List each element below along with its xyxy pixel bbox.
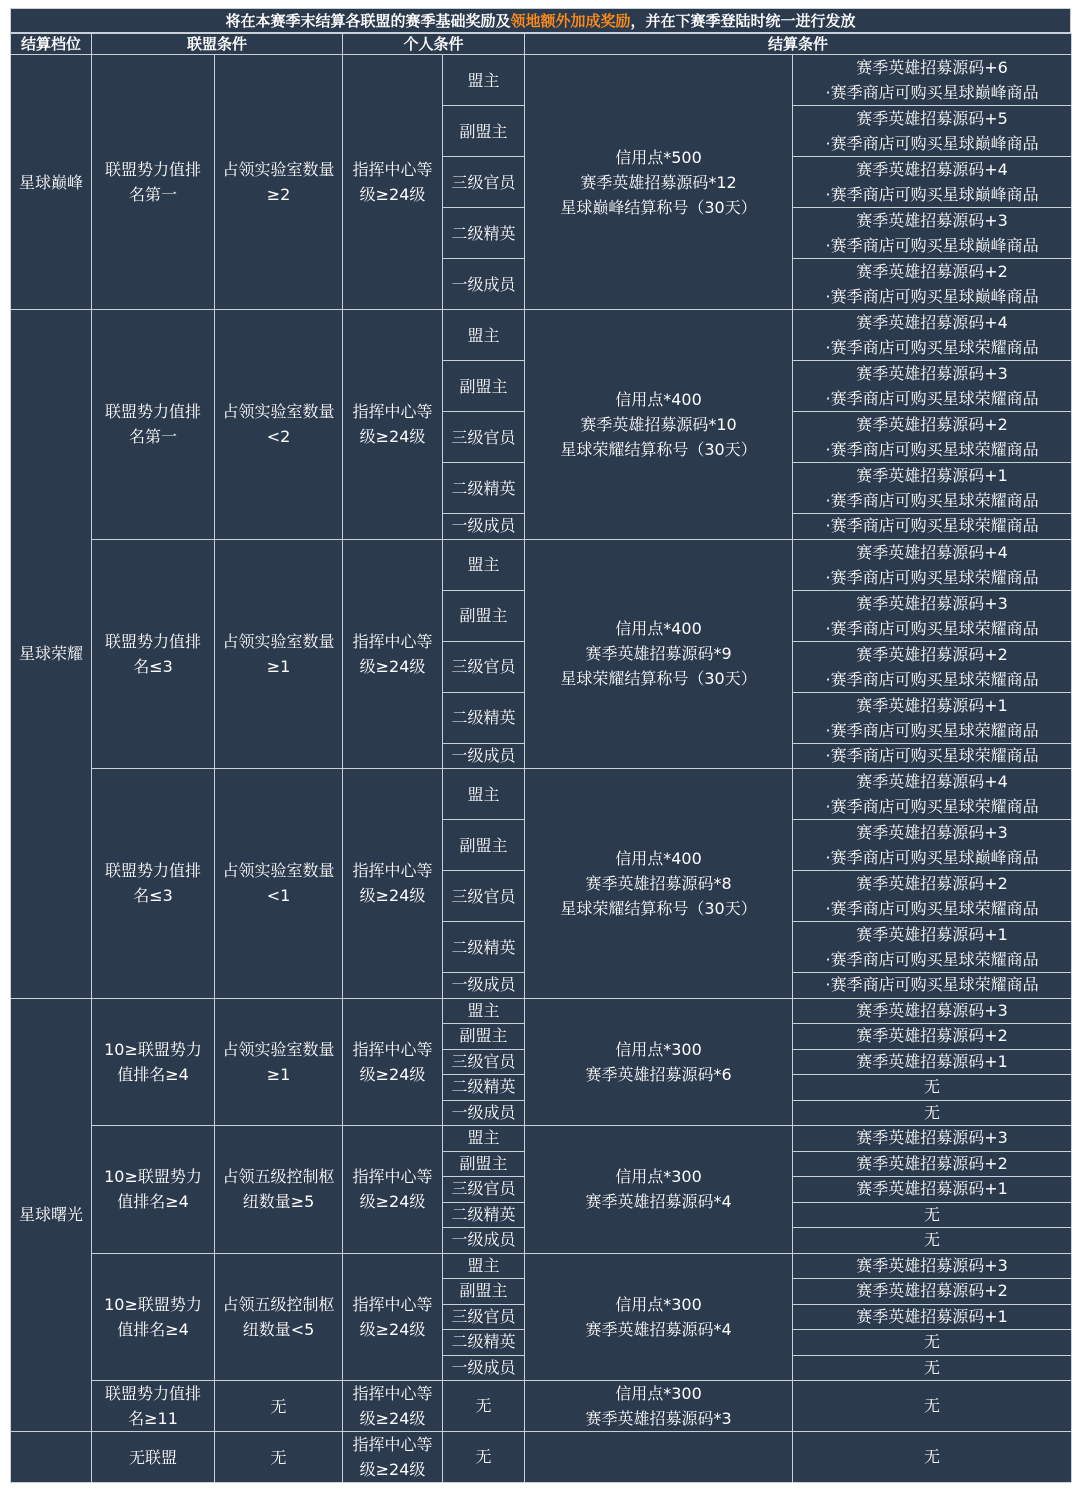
bonus-reward bbox=[793, 1381, 1072, 1432]
table-body bbox=[11, 55, 1072, 1483]
personal-role: 一级成员 bbox=[443, 259, 525, 310]
alliance-extra-condition: 无 bbox=[215, 1432, 343, 1483]
personal-role: 盟主 bbox=[443, 769, 525, 820]
bonus-line: 无 bbox=[924, 1230, 941, 1250]
bonus-line: 赛季英雄招募源码+1 bbox=[856, 1051, 1008, 1071]
banner-text-after: ，并在下赛季登陆时统一进行发放 bbox=[630, 12, 856, 30]
bonus-line: ·赛季商店可购买星球巅峰商品 bbox=[825, 848, 1039, 867]
bonus-line: 赛季英雄招募源码+4 bbox=[856, 313, 1008, 332]
bonus-reward bbox=[793, 412, 1072, 463]
bonus-reward bbox=[793, 55, 1072, 106]
bonus-reward bbox=[793, 514, 1072, 540]
personal-role: 盟主 bbox=[443, 539, 525, 590]
bonus-line: 赛季英雄招募源码+2 bbox=[856, 644, 1008, 664]
base-reward bbox=[525, 1432, 793, 1483]
bonus-line: ·赛季商店可购买星球荣耀商品 bbox=[825, 975, 1039, 995]
header-settlement: 结算条件 bbox=[525, 34, 1072, 55]
personal-role: 副盟主 bbox=[443, 1151, 525, 1177]
bonus-line: 赛季英雄招募源码+2 bbox=[856, 262, 1008, 281]
alliance-rank-condition: 10≥联盟势力 值排名≥4 bbox=[92, 998, 215, 1126]
bonus-line: 赛季英雄招募源码+5 bbox=[856, 109, 1008, 128]
alliance-extra-condition: 占领实验室数量 ≥1 bbox=[215, 539, 343, 769]
bonus-line: 赛季英雄招募源码+3 bbox=[856, 364, 1008, 383]
bonus-line: 赛季英雄招募源码+1 bbox=[856, 695, 1008, 715]
bonus-reward bbox=[793, 769, 1072, 820]
alliance-extra-condition: 无 bbox=[215, 1381, 343, 1432]
personal-role: 无 bbox=[443, 1432, 525, 1483]
bonus-reward bbox=[793, 1330, 1072, 1356]
header-personal: 个人条件 bbox=[343, 34, 525, 55]
bonus-reward bbox=[793, 1049, 1072, 1075]
personal-level-condition: 指挥中心等 级≥24级 bbox=[343, 1126, 443, 1254]
tier-name bbox=[11, 1432, 92, 1483]
bonus-line: 无 bbox=[924, 1102, 941, 1122]
bonus-line: ·赛季商店可购买星球巅峰商品 bbox=[825, 287, 1039, 306]
personal-role: 盟主 bbox=[443, 310, 525, 361]
bonus-line: 赛季英雄招募源码+4 bbox=[856, 160, 1008, 179]
alliance-extra-condition: 占领五级控制枢 纽数量<5 bbox=[215, 1253, 343, 1381]
header-alliance: 联盟条件 bbox=[92, 34, 343, 55]
personal-role: 二级精英 bbox=[443, 463, 525, 514]
reward-document bbox=[10, 8, 1071, 1483]
bonus-reward bbox=[793, 590, 1072, 641]
header-tier: 结算档位 bbox=[11, 34, 92, 55]
bonus-line: ·赛季商店可购买星球荣耀商品 bbox=[825, 389, 1039, 408]
personal-role: 一级成员 bbox=[443, 973, 525, 999]
alliance-rank-condition: 10≥联盟势力 值排名≥4 bbox=[92, 1126, 215, 1254]
personal-role: 一级成员 bbox=[443, 1355, 525, 1381]
bonus-line: ·赛季商店可购买星球荣耀商品 bbox=[825, 899, 1039, 918]
banner-text-before: 将在本赛季末结算各联盟的赛季基础奖励及 bbox=[225, 12, 511, 30]
alliance-extra-condition: 占领实验室数量 <2 bbox=[215, 310, 343, 540]
bonus-line: 赛季英雄招募源码+6 bbox=[856, 58, 1008, 77]
bonus-line: ·赛季商店可购买星球荣耀商品 bbox=[825, 950, 1039, 969]
alliance-extra-condition: 占领五级控制枢 纽数量≥5 bbox=[215, 1126, 343, 1254]
bonus-line: ·赛季商店可购买星球荣耀商品 bbox=[825, 669, 1039, 689]
personal-role: 无 bbox=[443, 1381, 525, 1432]
bonus-line: 无 bbox=[924, 1447, 941, 1466]
bonus-reward bbox=[793, 922, 1072, 973]
personal-level-condition: 指挥中心等 级≥24级 bbox=[343, 55, 443, 310]
base-reward: 信用点*300 赛季英雄招募源码*6 bbox=[525, 998, 793, 1126]
personal-level-condition: 指挥中心等 级≥24级 bbox=[343, 539, 443, 769]
bonus-reward bbox=[793, 361, 1072, 412]
personal-level-condition: 指挥中心等 级≥24级 bbox=[343, 1432, 443, 1483]
base-reward: 信用点*500 赛季英雄招募源码*12 星球巅峰结算称号（30天） bbox=[525, 55, 793, 310]
table-row bbox=[11, 1381, 1072, 1432]
bonus-line: 赛季英雄招募源码+3 bbox=[856, 1255, 1008, 1275]
alliance-rank-condition: 10≥联盟势力 值排名≥4 bbox=[92, 1253, 215, 1381]
bonus-line: 无 bbox=[924, 1396, 941, 1415]
alliance-rank-condition: 联盟势力值排 名第一 bbox=[92, 310, 215, 540]
personal-role: 三级官员 bbox=[443, 641, 525, 692]
bonus-reward bbox=[793, 1228, 1072, 1254]
personal-role: 一级成员 bbox=[443, 1228, 525, 1254]
table-row bbox=[11, 1126, 1072, 1152]
bonus-line: 无 bbox=[924, 1077, 941, 1097]
personal-role: 一级成员 bbox=[443, 514, 525, 540]
personal-role: 三级官员 bbox=[443, 1049, 525, 1075]
bonus-line: 赛季英雄招募源码+3 bbox=[856, 823, 1008, 842]
alliance-rank-condition: 联盟势力值排 名≤3 bbox=[92, 769, 215, 999]
personal-role: 二级精英 bbox=[443, 208, 525, 259]
personal-role: 副盟主 bbox=[443, 106, 525, 157]
personal-role: 三级官员 bbox=[443, 871, 525, 922]
base-reward: 信用点*400 赛季英雄招募源码*10 星球荣耀结算称号（30天） bbox=[525, 310, 793, 540]
base-reward: 信用点*300 赛季英雄招募源码*4 bbox=[525, 1253, 793, 1381]
bonus-line: 赛季英雄招募源码+2 bbox=[856, 1153, 1008, 1173]
bonus-line: 赛季英雄招募源码+1 bbox=[856, 1179, 1008, 1199]
personal-role: 一级成员 bbox=[443, 1100, 525, 1126]
banner-highlight: 领地额外加成奖励 bbox=[510, 12, 631, 30]
alliance-extra-condition: 占领实验室数量 ≥1 bbox=[215, 998, 343, 1126]
bonus-line: 赛季英雄招募源码+2 bbox=[856, 1026, 1008, 1046]
bonus-line: ·赛季商店可购买星球荣耀商品 bbox=[825, 720, 1039, 740]
personal-role: 盟主 bbox=[443, 1253, 525, 1279]
bonus-reward bbox=[793, 259, 1072, 310]
bonus-reward bbox=[793, 1355, 1072, 1381]
personal-role: 二级精英 bbox=[443, 692, 525, 743]
bonus-line: 赛季英雄招募源码+3 bbox=[856, 1128, 1008, 1148]
base-reward: 信用点*400 赛季英雄招募源码*9 星球荣耀结算称号（30天） bbox=[525, 539, 793, 769]
header-row bbox=[11, 34, 1072, 55]
personal-role: 二级精英 bbox=[443, 1202, 525, 1228]
personal-role: 盟主 bbox=[443, 55, 525, 106]
alliance-rank-condition: 联盟势力值排 名第一 bbox=[92, 55, 215, 310]
table-row bbox=[11, 310, 1072, 361]
bonus-line: ·赛季商店可购买星球荣耀商品 bbox=[825, 567, 1039, 587]
bonus-reward bbox=[793, 1253, 1072, 1279]
personal-role: 二级精英 bbox=[443, 922, 525, 973]
tier-name: 星球曙光 bbox=[11, 998, 92, 1432]
alliance-rank-condition: 联盟势力值排 名≤3 bbox=[92, 539, 215, 769]
bonus-line: 无 bbox=[924, 1204, 941, 1224]
bonus-reward bbox=[793, 1279, 1072, 1305]
bonus-reward bbox=[793, 1075, 1072, 1101]
bonus-reward bbox=[793, 820, 1072, 871]
reward-table bbox=[10, 33, 1072, 1483]
base-reward: 信用点*400 赛季英雄招募源码*8 星球荣耀结算称号（30天） bbox=[525, 769, 793, 999]
table-row bbox=[11, 998, 1072, 1024]
bonus-line: 赛季英雄招募源码+2 bbox=[856, 415, 1008, 434]
personal-level-condition: 指挥中心等 级≥24级 bbox=[343, 998, 443, 1126]
alliance-extra-condition: 占领实验室数量 <1 bbox=[215, 769, 343, 999]
bonus-line: ·赛季商店可购买星球荣耀商品 bbox=[825, 491, 1039, 510]
bonus-reward bbox=[793, 1126, 1072, 1152]
bonus-line: ·赛季商店可购买星球荣耀商品 bbox=[825, 440, 1039, 459]
personal-level-condition: 指挥中心等 级≥24级 bbox=[343, 1381, 443, 1432]
table-row bbox=[11, 539, 1072, 590]
base-reward: 信用点*300 赛季英雄招募源码*3 bbox=[525, 1381, 793, 1432]
bonus-reward bbox=[793, 157, 1072, 208]
bonus-line: 赛季英雄招募源码+2 bbox=[856, 1281, 1008, 1301]
bonus-reward bbox=[793, 1100, 1072, 1126]
alliance-extra-condition: 占领实验室数量 ≥2 bbox=[215, 55, 343, 310]
bonus-line: ·赛季商店可购买星球荣耀商品 bbox=[825, 338, 1039, 357]
personal-role: 二级精英 bbox=[443, 1330, 525, 1356]
bonus-reward bbox=[793, 692, 1072, 743]
bonus-reward bbox=[793, 871, 1072, 922]
personal-role: 三级官员 bbox=[443, 157, 525, 208]
base-reward: 信用点*300 赛季英雄招募源码*4 bbox=[525, 1126, 793, 1254]
bonus-reward bbox=[793, 208, 1072, 259]
bonus-line: 赛季英雄招募源码+1 bbox=[856, 925, 1008, 944]
bonus-line: ·赛季商店可购买星球巅峰商品 bbox=[825, 236, 1039, 255]
tier-name: 星球荣耀 bbox=[11, 310, 92, 999]
bonus-reward bbox=[793, 1304, 1072, 1330]
bonus-reward bbox=[793, 1024, 1072, 1050]
bonus-reward bbox=[793, 973, 1072, 999]
bonus-line: ·赛季商店可购买星球荣耀商品 bbox=[825, 516, 1039, 536]
bonus-reward bbox=[793, 310, 1072, 361]
bonus-line: ·赛季商店可购买星球荣耀商品 bbox=[825, 797, 1039, 816]
bonus-line: ·赛季商店可购买星球荣耀商品 bbox=[825, 618, 1039, 638]
personal-level-condition: 指挥中心等 级≥24级 bbox=[343, 1253, 443, 1381]
bonus-reward bbox=[793, 1177, 1072, 1203]
bonus-reward bbox=[793, 743, 1072, 769]
bonus-line: 赛季英雄招募源码+3 bbox=[856, 593, 1008, 613]
bonus-line: 赛季英雄招募源码+2 bbox=[856, 874, 1008, 893]
bonus-reward bbox=[793, 463, 1072, 514]
personal-role: 副盟主 bbox=[443, 361, 525, 412]
bonus-reward bbox=[793, 539, 1072, 590]
bonus-reward bbox=[793, 106, 1072, 157]
personal-level-condition: 指挥中心等 级≥24级 bbox=[343, 769, 443, 999]
bonus-line: 赛季英雄招募源码+4 bbox=[856, 542, 1008, 562]
personal-role: 一级成员 bbox=[443, 743, 525, 769]
personal-role: 三级官员 bbox=[443, 1177, 525, 1203]
table-row bbox=[11, 1432, 1072, 1483]
banner bbox=[10, 8, 1071, 33]
bonus-line: ·赛季商店可购买星球巅峰商品 bbox=[825, 185, 1039, 204]
bonus-line: ·赛季商店可购买星球巅峰商品 bbox=[825, 83, 1039, 102]
personal-role: 三级官员 bbox=[443, 1304, 525, 1330]
alliance-rank-condition: 联盟势力值排 名≥11 bbox=[92, 1381, 215, 1432]
bonus-line: ·赛季商店可购买星球巅峰商品 bbox=[825, 134, 1039, 153]
bonus-line: 无 bbox=[924, 1357, 941, 1377]
bonus-line: ·赛季商店可购买星球荣耀商品 bbox=[825, 745, 1039, 765]
bonus-line: 无 bbox=[924, 1332, 941, 1352]
bonus-line: 赛季英雄招募源码+4 bbox=[856, 772, 1008, 791]
bonus-line: 赛季英雄招募源码+1 bbox=[856, 466, 1008, 485]
table-row bbox=[11, 55, 1072, 106]
bonus-reward bbox=[793, 1432, 1072, 1483]
personal-role: 副盟主 bbox=[443, 820, 525, 871]
personal-role: 副盟主 bbox=[443, 1279, 525, 1305]
table-row bbox=[11, 769, 1072, 820]
personal-role: 二级精英 bbox=[443, 1075, 525, 1101]
bonus-reward bbox=[793, 998, 1072, 1024]
personal-role: 三级官员 bbox=[443, 412, 525, 463]
tier-name: 星球巅峰 bbox=[11, 55, 92, 310]
bonus-line: 赛季英雄招募源码+3 bbox=[856, 211, 1008, 230]
personal-role: 盟主 bbox=[443, 998, 525, 1024]
personal-level-condition: 指挥中心等 级≥24级 bbox=[343, 310, 443, 540]
bonus-reward bbox=[793, 1202, 1072, 1228]
table-row bbox=[11, 1253, 1072, 1279]
bonus-reward bbox=[793, 641, 1072, 692]
personal-role: 副盟主 bbox=[443, 590, 525, 641]
bonus-reward bbox=[793, 1151, 1072, 1177]
personal-role: 盟主 bbox=[443, 1126, 525, 1152]
personal-role: 副盟主 bbox=[443, 1024, 525, 1050]
alliance-rank-condition: 无联盟 bbox=[92, 1432, 215, 1483]
bonus-line: 赛季英雄招募源码+1 bbox=[856, 1306, 1008, 1326]
bonus-line: 赛季英雄招募源码+3 bbox=[856, 1000, 1008, 1020]
